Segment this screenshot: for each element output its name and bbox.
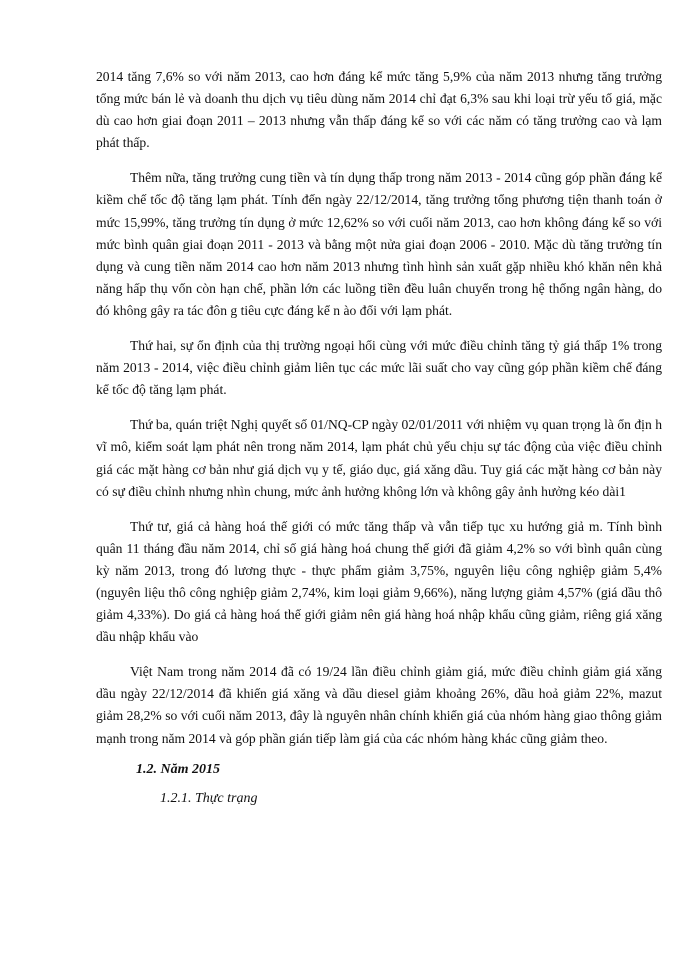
section-heading: 1.2. Năm 2015 [136, 762, 220, 777]
subsection-heading: 1.2.1. Thực trạng [160, 791, 258, 806]
paragraph-5: Việt Nam trong năm 2014 đã có 19/24 lần điều chỉnh giảm giá, mức điều chỉnh giảm giá xăng dầu ngày 22/12/2014 đã khiến giá xăng và dầu diesel giảm khoảng 26%, dầu hoả giảm 22%, mazut giảm 28,2% so với cuối năm 2013, đây là nguyên nhân chính khiến giá của nhóm hàng giao thông giảm mạnh trong năm 2014 và góp phần gián tiếp làm giá của các nhóm hàng khác cũng giảm theo. [96, 664, 662, 746]
paragraph-2: Thứ hai, sự ổn định của thị trường ngoại hối cùng với mức điều chỉnh tăng tỷ giá thấp 1% trong năm 2013 - 2014, việc điều chỉnh giảm liên tục các mức lãi suất cho vay cũng góp phần kiềm chế đáng kể tốc độ tăng lạm phát. [96, 338, 662, 398]
paragraph-3: Thứ ba, quán triệt Nghị quyết số 01/NQ-CP ngày 02/01/2011 với nhiệm vụ quan trọng là ổn địn h vĩ mô, kiểm soát lạm phát nên trong năm 2014, lạm phát chủ yếu chịu sự tác động của việc điều chỉnh giá các mặt hàng cơ bản như giá dịch vụ y tế, giáo dục, giá xăng dầu. Tuy giá các mặt hàng cơ bản này có sự điều chỉnh nhưng nhìn chung, mức ảnh hưởng không lớn và không gây ảnh hưởng kéo dài1 [96, 417, 662, 499]
paragraph-0: 2014 tăng 7,6% so với năm 2013, cao hơn đáng kể mức tăng 5,9% của năm 2013 nhưng tăng trưởng tổng mức bán lẻ và doanh thu dịch vụ tiêu dùng năm 2014 chỉ đạt 6,3% sau khi loại trừ yếu tố giá, mặc dù cao hơn giai đoạn 2011 – 2013 nhưng vẫn thấp đáng kể so với các năm có tăng trưởng cao và lạm phát thấp. [96, 69, 662, 151]
body-text [96, 66, 662, 763]
paragraph-4: Thứ tư, giá cả hàng hoá thế giới có mức tăng thấp và vẫn tiếp tục xu hướng giả m. Tính bình quân 11 tháng đầu năm 2014, chỉ số giá hàng hoá chung thế giới đã giảm 4,2% so với bình quân cùng kỳ năm 2013, trong đó lương thực - thực phẩm giảm 3,75%, nguyên liệu công nghiệp giảm 5,4% (nguyên liệu thô công nghiệp giảm 2,74%, kim loại giảm 9,66%), năng lượng giảm 4,57% (giá dầu thô giảm 4,33%). Do giá cả hàng hoá thế giới giảm nên giá hàng hoá nhập khẩu cũng giảm, riêng giá xăng dầu nhập khẩu vào [96, 518, 662, 645]
paragraph-1: Thêm nữa, tăng trưởng cung tiền và tín dụng thấp trong năm 2013 - 2014 cũng góp phần đáng kể kiềm chế tốc độ tăng lạm phát. Tính đến ngày 22/12/2014, tăng trưởng tổng phương tiện thanh toán ở mức 15,99%, tăng trưởng tín dụng ở mức 12,62% so với cuối năm 2013, cao hơn không đáng kể so với mức bình quân giai đoạn 2011 - 2013 và bằng một nửa giai đoạn 2006 - 2010. Mặc dù tăng trưởng tín dụng và cung tiền năm 2014 cao hơn năm 2013 nhưng tình hình sản xuất gặp nhiều khó khăn nên khả năng hấp thụ vốn còn hạn chế, phần lớn các luồng tiền đều luân chuyển trong hệ thống ngân hàng, do đó không gây ra tác đôn g tiêu cực đáng kể n ào đối với lạm phát. [96, 170, 662, 318]
